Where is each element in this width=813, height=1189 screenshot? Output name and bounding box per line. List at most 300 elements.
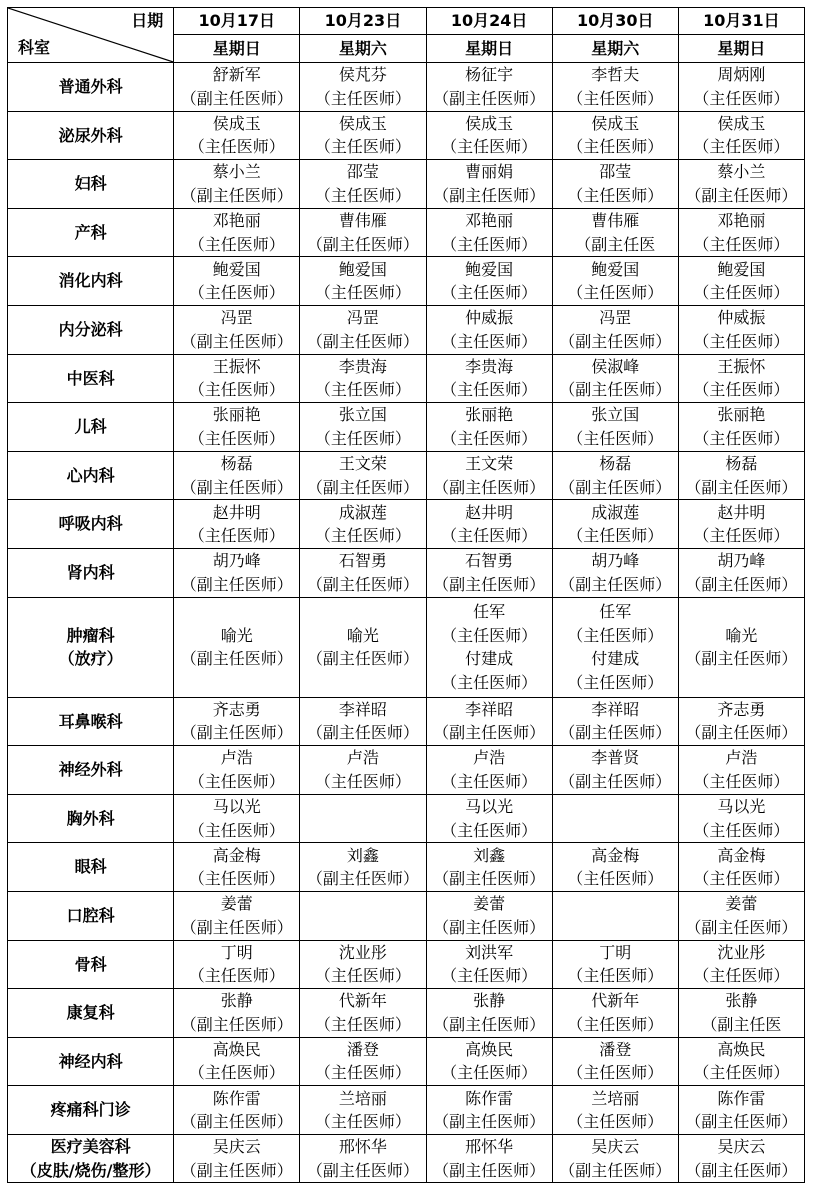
doctor-title: （主任医师） — [693, 331, 790, 351]
date-axis-label: 日期 — [131, 11, 164, 30]
doctor-name: 侯成玉 — [591, 113, 640, 133]
doctor-title: （主任医师） — [567, 283, 664, 303]
duty-cell — [300, 746, 426, 795]
doctor-name: 曹伟雁 — [591, 211, 640, 231]
duty-cell — [174, 1134, 300, 1183]
duty-cell — [552, 257, 678, 306]
doctor-title: （副主任医师） — [180, 331, 293, 351]
doctor-title: （主任医师） — [693, 820, 790, 840]
department-cell — [8, 403, 174, 452]
duty-cell — [552, 111, 678, 160]
doctor-title: （副主任医师） — [685, 649, 798, 669]
doctor-name: 沈业彤 — [717, 942, 766, 962]
doctor-name: 刘洪军 — [465, 942, 514, 962]
doctor-title: （主任医师） — [693, 380, 790, 400]
doctor-title: （主任医师） — [693, 526, 790, 546]
doctor-title: （副主任医师） — [180, 917, 293, 937]
doctor-name: 高焕民 — [212, 1039, 261, 1059]
doctor-name: 任军 — [599, 602, 632, 622]
doctor-name: 李贵海 — [465, 356, 514, 376]
doctor-name: 卢浩 — [725, 748, 758, 768]
department-name: 泌尿外科 — [58, 125, 123, 145]
doctor-title: （主任医师） — [441, 234, 538, 254]
doctor-title: （副主任医师） — [433, 574, 546, 594]
date-header-cell: 10月17日 — [174, 8, 300, 35]
schedule-row — [8, 111, 805, 160]
doctor-name: 邵莹 — [346, 162, 379, 182]
department-cell — [8, 160, 174, 209]
doctor-title: （主任医师） — [314, 88, 411, 108]
doctor-name: 王振怀 — [717, 356, 766, 376]
doctor-name: 李祥昭 — [338, 699, 387, 719]
doctor-title: （副主任医师） — [180, 723, 293, 743]
doctor-title: （主任医师） — [314, 1063, 411, 1083]
duty-cell — [174, 403, 300, 452]
doctor-title: （主任医师） — [567, 869, 664, 889]
doctor-title: （副主任医师） — [433, 185, 546, 205]
doctor-name: 喻光 — [725, 625, 758, 645]
department-name: 妇科 — [74, 174, 107, 194]
doctor-name: 齐志勇 — [717, 699, 766, 719]
doctor-name: 邓艳丽 — [717, 211, 766, 231]
doctor-title: （主任医师） — [314, 966, 411, 986]
duty-cell — [300, 63, 426, 112]
doctor-title: （主任医师） — [441, 820, 538, 840]
doctor-name: 陈作雷 — [465, 1088, 514, 1108]
doctor-title: （副主任医师） — [685, 723, 798, 743]
duty-cell — [300, 305, 426, 354]
duty-cell — [678, 548, 804, 597]
doctor-title: （副主任医师） — [685, 185, 798, 205]
doctor-name: 舒新军 — [212, 65, 261, 85]
doctor-name: 丁明 — [220, 942, 253, 962]
duty-cell — [426, 940, 552, 989]
doctor-title: （主任医师） — [567, 526, 664, 546]
schedule-row — [8, 1086, 805, 1135]
department-name: 神经外科 — [58, 760, 123, 780]
schedule-row — [8, 548, 805, 597]
doctor-title: （主任医师） — [441, 380, 538, 400]
doctor-name: 高焕民 — [465, 1039, 514, 1059]
doctor-name: 高焕民 — [717, 1039, 766, 1059]
doctor-title: （主任医师） — [693, 88, 790, 108]
department-cell — [8, 354, 174, 403]
duty-cell — [678, 208, 804, 257]
date-header-cell: 10月31日 — [678, 8, 804, 35]
doctor-name: 张静 — [725, 991, 758, 1011]
doctor-title: （副主任医师） — [685, 574, 798, 594]
doctor-name: 邢怀华 — [465, 1137, 514, 1157]
duty-cell — [678, 403, 804, 452]
doctor-name: 代新年 — [591, 991, 640, 1011]
duty-cell — [426, 305, 552, 354]
duty-cell — [678, 1086, 804, 1135]
doctor-name: 张立国 — [338, 405, 387, 425]
doctor-title: （副主任医师） — [559, 574, 672, 594]
department-cell — [8, 451, 174, 500]
doctor-title: （副主任医师） — [306, 723, 419, 743]
doctor-name: 赵井明 — [212, 502, 261, 522]
doctor-name: 喻光 — [220, 625, 253, 645]
doctor-title: （副主任医师） — [559, 380, 672, 400]
duty-cell — [678, 697, 804, 746]
doctor-name: 丁明 — [599, 942, 632, 962]
doctor-name: 邓艳丽 — [465, 211, 514, 231]
doctor-title: （主任医师） — [188, 283, 285, 303]
duty-cell — [426, 1037, 552, 1086]
duty-cell — [678, 500, 804, 549]
doctor-title: （主任医师） — [567, 1014, 664, 1034]
doctor-name: 卢浩 — [473, 748, 506, 768]
duty-cell — [426, 208, 552, 257]
schedule-row — [8, 451, 805, 500]
doctor-name: 卢浩 — [346, 748, 379, 768]
doctor-name: 张丽艳 — [465, 405, 514, 425]
duty-cell — [678, 597, 804, 697]
doctor-title: （副主任医师） — [306, 574, 419, 594]
duty-cell — [300, 208, 426, 257]
duty-cell — [174, 1086, 300, 1135]
doctor-title: （主任医师） — [693, 428, 790, 448]
duty-cell — [174, 597, 300, 697]
duty-cell — [426, 794, 552, 843]
duty-cell — [300, 500, 426, 549]
schedule-row — [8, 257, 805, 306]
doctor-name: 高金梅 — [591, 845, 640, 865]
department-cell — [8, 989, 174, 1038]
schedule-row — [8, 989, 805, 1038]
doctor-name: 李贵海 — [338, 356, 387, 376]
department-name: 口腔科 — [66, 905, 115, 925]
doctor-title: （主任医师） — [441, 771, 538, 791]
doctor-name: 邓艳丽 — [212, 211, 261, 231]
duty-cell — [552, 403, 678, 452]
duty-cell — [300, 697, 426, 746]
duty-cell — [552, 891, 678, 940]
doctor-title: （主任医师） — [188, 137, 285, 157]
doctor-title: （主任医师） — [567, 966, 664, 986]
doctor-name: 侯成玉 — [465, 113, 514, 133]
doctor-title: （副主任医师） — [180, 185, 293, 205]
duty-cell — [300, 111, 426, 160]
doctor-title: （副主任医师） — [559, 771, 672, 791]
doctor-name: 邢怀华 — [338, 1137, 387, 1157]
duty-cell — [426, 403, 552, 452]
duty-cell — [174, 989, 300, 1038]
schedule-row — [8, 500, 805, 549]
doctor-name: 齐志勇 — [212, 699, 261, 719]
doctor-name: 李祥昭 — [465, 699, 514, 719]
doctor-title: （主任医师） — [693, 869, 790, 889]
duty-cell — [174, 746, 300, 795]
doctor-title: （主任医师） — [693, 1063, 790, 1083]
department-name: 产科 — [74, 222, 107, 242]
weekday-header-cell: 星期日 — [678, 35, 804, 63]
duty-cell — [552, 1086, 678, 1135]
department-cell — [8, 843, 174, 892]
duty-cell — [678, 940, 804, 989]
department-name: （放疗） — [58, 649, 123, 669]
doctor-name: 李祥昭 — [591, 699, 640, 719]
duty-cell — [426, 548, 552, 597]
date-header-cell: 10月30日 — [552, 8, 678, 35]
doctor-name: 代新年 — [338, 991, 387, 1011]
doctor-title: （主任医师） — [188, 820, 285, 840]
doctor-name: 杨征宇 — [465, 65, 514, 85]
doctor-title: （主任医师） — [441, 526, 538, 546]
doctor-name: 吴庆云 — [717, 1137, 766, 1157]
duty-cell — [300, 1134, 426, 1183]
duty-cell — [678, 1134, 804, 1183]
department-name: 呼吸内科 — [58, 514, 123, 534]
doctor-title: （副主任医师） — [306, 869, 419, 889]
doctor-name: 姜蕾 — [725, 894, 758, 914]
duty-cell — [678, 257, 804, 306]
duty-cell — [552, 208, 678, 257]
department-name: 心内科 — [66, 465, 115, 485]
schedule-row — [8, 305, 805, 354]
department-name: 普通外科 — [58, 77, 123, 97]
department-name: 医疗美容科 — [50, 1137, 131, 1157]
schedule-body — [8, 63, 805, 1183]
duty-cell — [426, 697, 552, 746]
doctor-name: 任军 — [473, 602, 506, 622]
weekday-header-cell: 星期日 — [426, 35, 552, 63]
duty-cell — [174, 63, 300, 112]
doctor-title: （副主任医师） — [559, 331, 672, 351]
doctor-title: （主任医师） — [567, 428, 664, 448]
duty-cell — [552, 1037, 678, 1086]
doctor-title: （主任医师） — [314, 185, 411, 205]
duty-cell — [300, 940, 426, 989]
duty-cell — [300, 160, 426, 209]
doctor-title: （主任医师） — [693, 283, 790, 303]
doctor-title: （主任医师） — [188, 1063, 285, 1083]
doctor-name: 鲍爱国 — [717, 259, 766, 279]
duty-cell — [678, 746, 804, 795]
schedule-row — [8, 208, 805, 257]
duty-cell — [300, 451, 426, 500]
duty-cell — [300, 794, 426, 843]
doctor-title: （副主任医 — [701, 1014, 782, 1034]
doctor-name: 曹伟雁 — [338, 211, 387, 231]
doctor-name: 胡乃峰 — [212, 551, 261, 571]
duty-cell — [174, 891, 300, 940]
doctor-name: 张丽艳 — [717, 405, 766, 425]
duty-cell — [174, 208, 300, 257]
duty-cell — [426, 451, 552, 500]
duty-cell — [300, 354, 426, 403]
doctor-name: 王文荣 — [338, 454, 387, 474]
doctor-name: 潘登 — [346, 1039, 379, 1059]
duty-cell — [426, 1134, 552, 1183]
duty-cell — [174, 111, 300, 160]
schedule-row — [8, 746, 805, 795]
duty-cell — [426, 843, 552, 892]
doctor-title: （副主任医师） — [433, 1014, 546, 1034]
doctor-title: （主任医师） — [314, 380, 411, 400]
duty-cell — [174, 451, 300, 500]
doctor-name: 高金梅 — [717, 845, 766, 865]
doctor-name: 张立国 — [591, 405, 640, 425]
doctor-name: 邵莹 — [599, 162, 632, 182]
duty-cell — [426, 989, 552, 1038]
doctor-name: 侯芃芬 — [338, 65, 387, 85]
department-name: （皮肤/烧伤/整形） — [20, 1160, 161, 1180]
department-cell — [8, 597, 174, 697]
doctor-title: （主任医师） — [441, 331, 538, 351]
duty-cell — [552, 989, 678, 1038]
doctor-title: （主任医师） — [188, 526, 285, 546]
doctor-title: （主任医师） — [314, 428, 411, 448]
doctor-name: 马以光 — [212, 797, 261, 817]
doctor-title: （副主任医师） — [433, 88, 546, 108]
duty-cell — [552, 354, 678, 403]
department-name: 耳鼻喉科 — [58, 711, 123, 731]
duty-cell — [552, 500, 678, 549]
doctor-name: 张静 — [220, 991, 253, 1011]
doctor-title: （副主任医师） — [306, 649, 419, 669]
schedule-row — [8, 597, 805, 697]
department-name: 骨科 — [74, 954, 107, 974]
doctor-name: 马以光 — [465, 797, 514, 817]
date-header-cell: 10月24日 — [426, 8, 552, 35]
doctor-title: （主任医师） — [567, 1063, 664, 1083]
duty-cell — [552, 940, 678, 989]
doctor-name: 马以光 — [717, 797, 766, 817]
duty-cell — [300, 1086, 426, 1135]
doctor-name: 成淑莲 — [338, 502, 387, 522]
department-name: 肿瘤科 — [66, 625, 115, 645]
duty-cell — [426, 1086, 552, 1135]
duty-cell — [300, 548, 426, 597]
doctor-title: （副主任医师） — [306, 477, 419, 497]
duty-cell — [678, 891, 804, 940]
doctor-name: 刘鑫 — [473, 845, 506, 865]
department-name: 消化内科 — [58, 271, 123, 291]
doctor-title: （副主任医师） — [433, 1160, 546, 1180]
duty-cell — [552, 1134, 678, 1183]
doctor-name: 赵井明 — [717, 502, 766, 522]
duty-cell — [678, 989, 804, 1038]
doctor-name: 侯淑峰 — [591, 356, 640, 376]
duty-cell — [552, 697, 678, 746]
doctor-title: （副主任医师） — [180, 1014, 293, 1034]
doctor-name: 杨磊 — [599, 454, 632, 474]
doctor-title: （主任医师） — [314, 283, 411, 303]
duty-cell — [426, 597, 552, 697]
doctor-title: （主任医师） — [314, 137, 411, 157]
duty-cell — [552, 160, 678, 209]
schedule-row — [8, 1134, 805, 1183]
duty-cell — [552, 305, 678, 354]
doctor-name: 周炳刚 — [717, 65, 766, 85]
doctor-title: （主任医师） — [441, 672, 538, 692]
doctor-title: （副主任医师） — [685, 1160, 798, 1180]
doctor-name: 鲍爱国 — [465, 259, 514, 279]
doctor-name: 石智勇 — [465, 551, 514, 571]
doctor-name: 冯罡 — [599, 308, 632, 328]
doctor-name: 王振怀 — [212, 356, 261, 376]
doctor-title: （副主任医师） — [180, 1112, 293, 1132]
duty-cell — [552, 843, 678, 892]
doctor-name: 胡乃峰 — [591, 551, 640, 571]
doctor-title: （主任医师） — [188, 234, 285, 254]
duty-cell — [678, 160, 804, 209]
doctor-name: 仲威振 — [465, 308, 514, 328]
duty-cell — [174, 794, 300, 843]
weekday-header-cell: 星期六 — [552, 35, 678, 63]
duty-cell — [678, 1037, 804, 1086]
doctor-name: 蔡小兰 — [212, 162, 261, 182]
doctor-name: 付建成 — [591, 649, 640, 669]
schedule-row — [8, 160, 805, 209]
duty-cell — [552, 451, 678, 500]
doctor-title: （主任医师） — [314, 771, 411, 791]
doctor-title: （主任医师） — [693, 771, 790, 791]
doctor-title: （副主任医师） — [685, 477, 798, 497]
duty-cell — [678, 305, 804, 354]
department-axis-label: 科室 — [18, 38, 51, 57]
doctor-name: 蔡小兰 — [717, 162, 766, 182]
duty-cell — [300, 257, 426, 306]
department-name: 神经内科 — [58, 1051, 123, 1071]
corner-header-cell — [8, 8, 174, 63]
doctor-name: 吴庆云 — [591, 1137, 640, 1157]
duty-cell — [426, 160, 552, 209]
doctor-title: （主任医师） — [441, 966, 538, 986]
duty-cell — [552, 548, 678, 597]
duty-cell — [426, 891, 552, 940]
department-cell — [8, 500, 174, 549]
department-name: 眼科 — [74, 857, 107, 877]
doctor-name: 鲍爱国 — [338, 259, 387, 279]
doctor-name: 成淑莲 — [591, 502, 640, 522]
doctor-name: 冯罡 — [220, 308, 253, 328]
department-name: 内分泌科 — [58, 320, 123, 340]
department-cell — [8, 305, 174, 354]
duty-cell — [678, 794, 804, 843]
doctor-title: （副主任医师） — [559, 723, 672, 743]
schedule-row — [8, 63, 805, 112]
doctor-title: （副主任医师） — [433, 477, 546, 497]
department-cell — [8, 208, 174, 257]
duty-cell — [552, 63, 678, 112]
doctor-name: 鲍爱国 — [212, 259, 261, 279]
doctor-title: （副主任医师） — [180, 574, 293, 594]
doctor-name: 侯成玉 — [212, 113, 261, 133]
schedule-row — [8, 354, 805, 403]
doctor-name: 姜蕾 — [473, 894, 506, 914]
doctor-title: （主任医师） — [567, 1112, 664, 1132]
department-name: 疼痛科门诊 — [50, 1100, 131, 1120]
duty-cell — [552, 794, 678, 843]
doctor-name: 石智勇 — [338, 551, 387, 571]
doctor-title: （主任医师） — [314, 526, 411, 546]
doctor-name: 喻光 — [346, 625, 379, 645]
department-cell — [8, 697, 174, 746]
doctor-title: （副主任医师） — [180, 649, 293, 669]
doctor-name: 侯成玉 — [338, 113, 387, 133]
duty-cell — [678, 843, 804, 892]
department-name: 肾内科 — [66, 562, 115, 582]
doctor-name: 仲威振 — [717, 308, 766, 328]
doctor-title: （主任医师） — [441, 625, 538, 645]
doctor-name: 曹丽娟 — [465, 162, 514, 182]
doctor-title: （副主任医师） — [685, 1112, 798, 1132]
doctor-name: 鲍爱国 — [591, 259, 640, 279]
doctor-title: （副主任医师） — [306, 331, 419, 351]
